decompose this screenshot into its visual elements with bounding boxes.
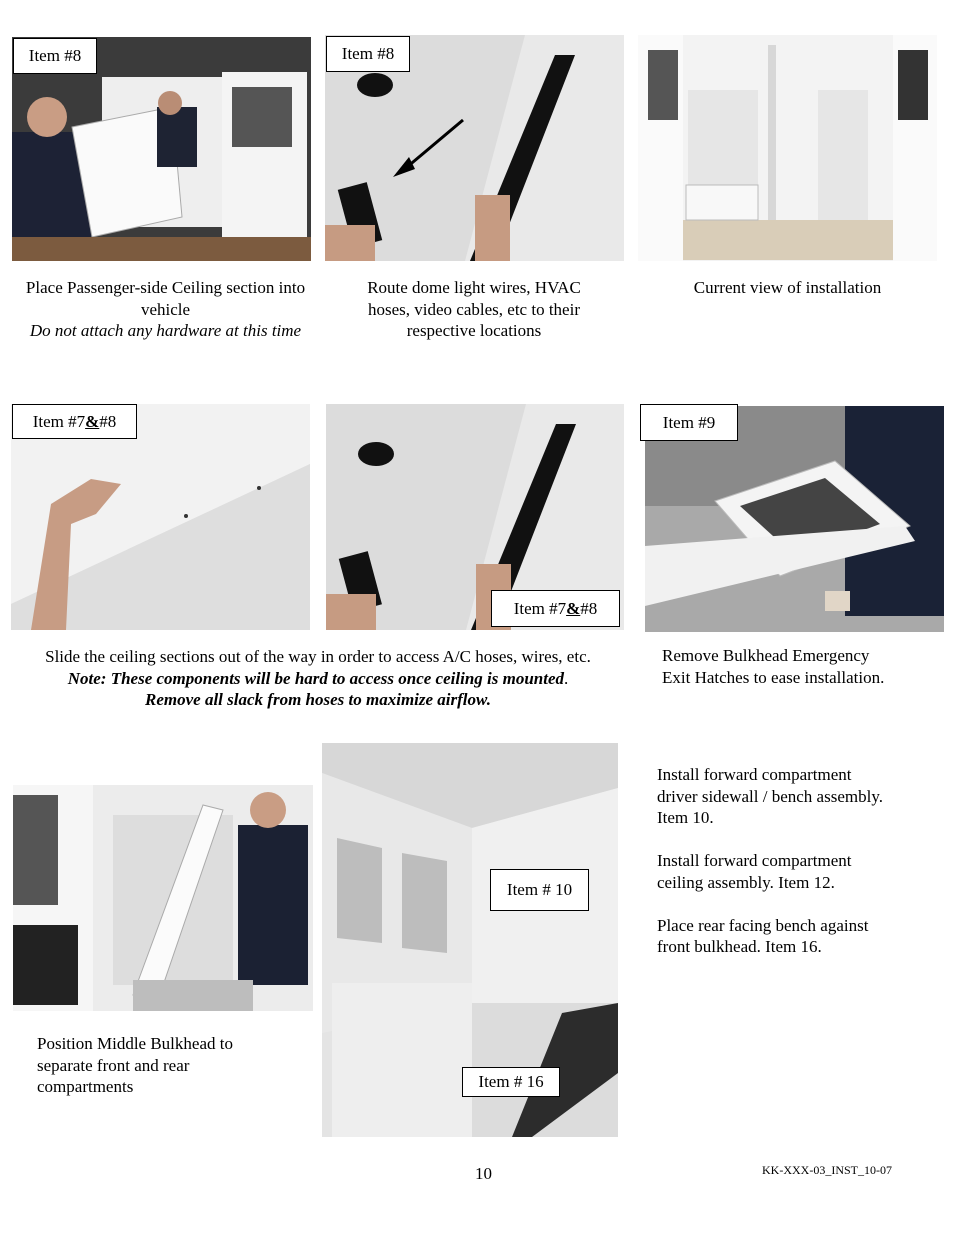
- caption-route-wires: [325, 277, 623, 342]
- caption-line: Remove Bulkhead Emergency: [662, 646, 870, 665]
- photo-current-view: [638, 35, 937, 261]
- item-label-text: Item #8: [28, 46, 82, 65]
- caption-place-ceiling: [0, 277, 331, 342]
- caption-slide-ceiling: [0, 646, 636, 711]
- photo-middle-bulkhead-graphic: [13, 785, 313, 1011]
- item-label: [491, 590, 620, 627]
- caption-line: Current view of installation: [693, 278, 882, 297]
- caption-line: Place Passenger-side Ceiling section into: [25, 278, 306, 297]
- item-label: [326, 36, 410, 72]
- caption-line: Route dome light wires, HVAC: [367, 278, 581, 297]
- caption-line: Item 10.: [657, 808, 714, 827]
- item-label-amp: &: [85, 411, 100, 431]
- item-label-text: Item #9: [662, 412, 716, 432]
- caption-note: Do not attach any hardware at this time: [29, 321, 302, 340]
- document-code: KK-XXX-03_INST_10-07: [762, 1163, 892, 1177]
- caption-spacer: [657, 829, 947, 851]
- item-label-text: Item #8: [341, 44, 395, 63]
- item-label: [640, 404, 738, 441]
- photo-middle-bulkhead: [13, 785, 313, 1011]
- caption-line: compartments: [37, 1077, 134, 1096]
- caption-line: hoses, video cables, etc to their: [368, 299, 580, 319]
- item-label-text: Item # 10: [506, 880, 573, 899]
- item-label-text: #8: [99, 411, 117, 431]
- page-number: 10: [475, 1164, 492, 1183]
- caption-note: Note: These components will be hard to access once ceiling is mounted: [67, 668, 565, 688]
- item-label-amp: &: [566, 598, 581, 618]
- caption-note: Remove all slack from hoses to maximize airflow.: [145, 690, 491, 709]
- caption-line: Exit Hatches to ease installation.: [662, 667, 885, 687]
- caption-note-end: .: [564, 668, 569, 688]
- caption-line: front bulkhead. Item 16.: [657, 937, 822, 956]
- item-label-text: Item #7: [32, 411, 86, 431]
- caption-remove-hatch: [662, 645, 942, 688]
- caption-line: Position Middle Bulkhead to: [37, 1034, 233, 1053]
- item-label-text: #8: [580, 598, 598, 618]
- caption-current-view: [638, 277, 937, 299]
- caption-line: Install forward compartment: [657, 765, 852, 784]
- item-label: [490, 869, 589, 911]
- item-label: [12, 404, 137, 439]
- item-label: [13, 38, 97, 74]
- caption-line: Slide the ceiling sections out of the way in order to access A/C hoses, wires, etc.: [45, 647, 591, 666]
- caption-line: Install forward compartment: [657, 851, 852, 870]
- caption-line: respective locations: [406, 321, 542, 340]
- caption-line: driver sidewall / bench assembly.: [657, 786, 883, 806]
- photo-current-view-graphic: [638, 35, 937, 261]
- item-label-text: Item #7: [513, 598, 567, 618]
- caption-line: ceiling assembly. Item 12.: [657, 872, 835, 892]
- item-label: [462, 1067, 560, 1097]
- caption-spacer: [657, 893, 947, 915]
- caption-middle-bulkhead: [37, 1033, 297, 1098]
- caption-install-forward: [657, 764, 947, 958]
- caption-line: separate front and rear: [37, 1055, 190, 1075]
- caption-line: vehicle: [140, 299, 191, 319]
- item-label-text: Item # 16: [478, 1072, 544, 1091]
- caption-line: Place rear facing bench against: [657, 915, 869, 935]
